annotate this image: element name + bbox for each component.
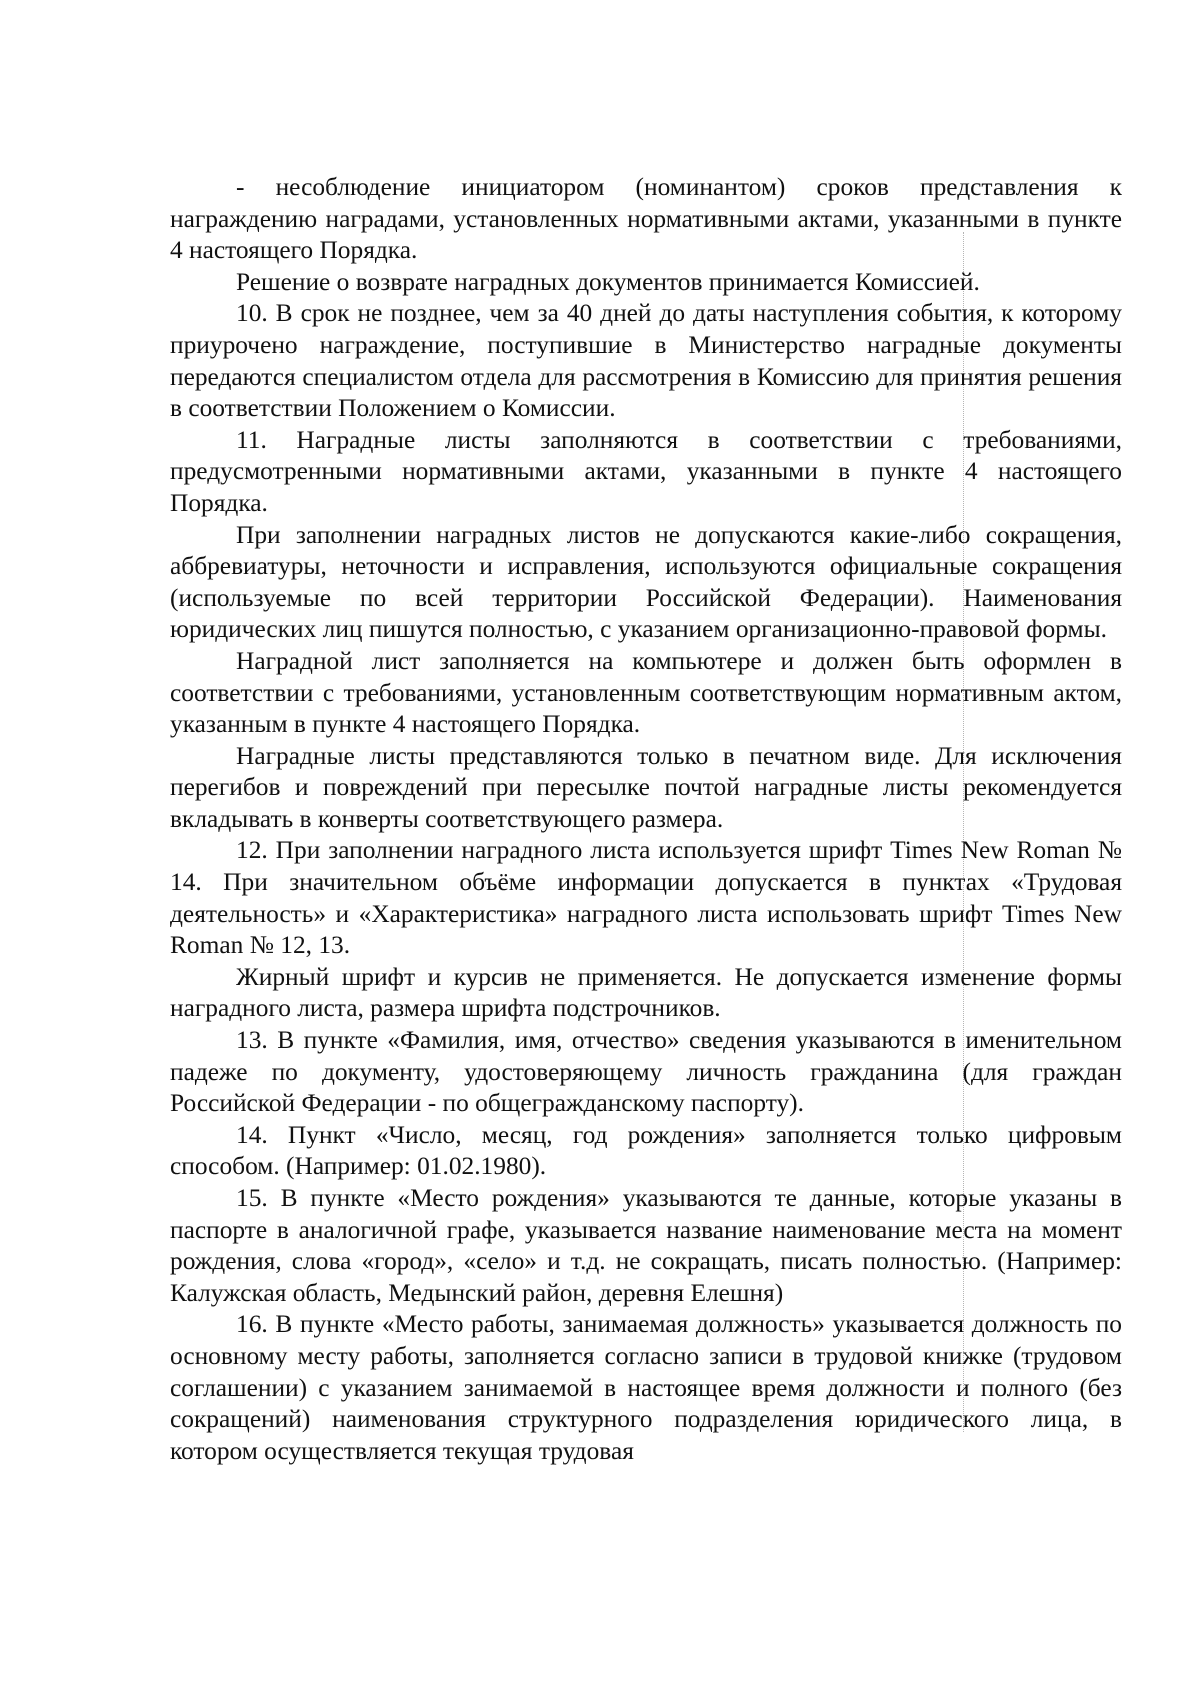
paragraph-computer-fill: Наградной лист заполняется на компьютере и должен быть оформлен в соответствии с требованиями, установленным соответствующим нормативным актом, указанным в пункте 4 настоящего Порядка. — [170, 646, 1122, 739]
paragraph-item-10: 10. В срок не позднее, чем за 40 дней до даты наступления события, к которому приурочено награждение, поступившие в Министерство наградные документы передаются специалистом отдела для рассмотрения в Комиссию для принятия решения в соответствии Положением о Комиссии. — [170, 299, 1122, 423]
paragraph-bold-italic: Жирный шрифт и курсив не применяется. Не допускается изменение формы наградного листа, размера шрифта подстрочников. — [170, 962, 1122, 1023]
paragraph-abbreviations: При заполнении наградных листов не допускаются какие-либо сокращения, аббревиатуры, неточности и исправления, используются официальные сокращения (используемые по всей территории Российской Федерации). Наименования юридических лиц пишутся полностью, с указанием организационно-правовой формы. — [170, 520, 1122, 644]
paragraph-item-14: 14. Пункт «Число, месяц, год рождения» заполняется только цифровым способом. (Например: 01.02.1980). — [170, 1120, 1122, 1181]
paragraph-item-12: 12. При заполнении наградного листа используется шрифт Times New Roman № 14. При значительном объёме информации допускается в пунктах «Трудовая деятельность» и «Характеристика» наградного листа использовать шрифт Times New Roman № 12, 13. — [170, 836, 1122, 960]
paragraph-nonobservance: - несоблюдение инициатором (номинантом) сроков представления к награждению наградами, установленных нормативными актами, указанными в пункте 4 настоящего Порядка. — [170, 173, 1122, 265]
paragraph-item-11: 11. Наградные листы заполняются в соответствии с требованиями, предусмотренными нормативными актами, указанными в пункте 4 настоящего Порядка. — [170, 425, 1122, 517]
paragraph-item-15: 15. В пункте «Место рождения» указываются те данные, которые указаны в паспорте в аналогичной графе, указывается название наименование места на момент рождения, слова «город», «село» и т.д. не сокращать, писать полностью. (Например: Калужская область, Медынский район, деревня Елешня) — [170, 1184, 1122, 1307]
paragraph-item-16: 16. В пункте «Место работы, занимаемая должность» указывается должность по основному месту работы, заполняется согласно записи в трудовой книжке (трудовом соглашении) с указанием занимаемой в настоящее время должности и полного (без сокращений) наименования структурного подразделения юридического лица, в котором осуществляется текущая трудовая — [170, 1310, 1122, 1465]
paragraph-return-decision: Решение о возврате наградных документов принимается Комиссией. — [236, 267, 980, 296]
document-body — [170, 172, 1122, 1467]
paragraph-item-13: 13. В пункте «Фамилия, имя, отчество» сведения указываются в именительном падеже по документу, удостоверяющему личность гражданина (для граждан Российской Федерации - по общегражданскому паспорту). — [170, 1026, 1122, 1118]
paragraph-printed-form: Наградные листы представляются только в печатном виде. Для исключения перегибов и повреждений при пересылке почтой наградные листы рекомендуется вкладывать в конверты соответствующего размера. — [170, 741, 1122, 833]
